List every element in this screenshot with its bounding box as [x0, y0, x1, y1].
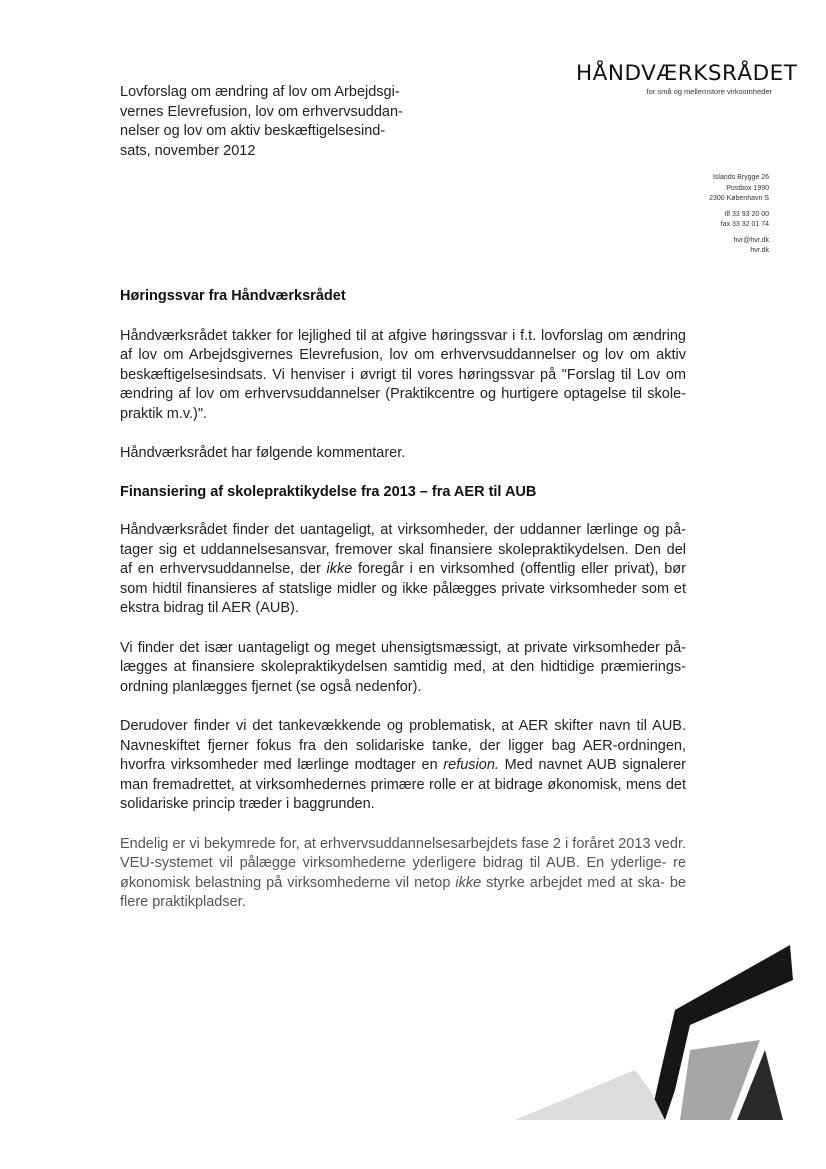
text-line: Håndværksrådet takker for lejlighed til at afgive høringssvar i f.t. lovforslag om ændring: [120, 327, 686, 344]
text-line: lægges at finansiere skolepraktikydelsen samtidig med, at den hidtidige præmierings-: [120, 659, 686, 675]
section-paragraph-4: [120, 835, 686, 913]
text-line: foregår i en virksomhed (offentlig eller privat), bør: [352, 561, 686, 577]
intro-paragraph-2: Håndværksrådet har følgende kommentarer.: [120, 445, 406, 461]
text-line: ændring af lov om erhvervsuddannelser (Praktikcentre og hurtigere optagelse til skole-: [120, 386, 686, 402]
address-fax: fax 33 32 01 74: [720, 221, 769, 228]
text-line: af lov om Arbejdsgivernes Elevrefusion, lov om erhvervsuddannelser og lov om aktiv: [120, 347, 686, 363]
section-paragraph-3: [120, 717, 686, 815]
subject-line: vernes Elevrefusion, lov om erhvervsuddan-: [120, 103, 403, 120]
address-email: hvr@hvr.dk: [733, 236, 769, 244]
address-web: hvr.dk: [750, 247, 769, 254]
text-line: re økonomisk belastning på virksomhederne vil netop: [120, 855, 686, 891]
address-phone: tlf 33 93 20 00: [724, 210, 769, 218]
text-line: styrke arbejdet med at ska-: [481, 874, 665, 891]
subject-line: sats, november 2012: [120, 142, 256, 159]
text-line: Håndværksrådet finder det uantageligt, at virksomheder, der uddanner lærlinge og på-: [120, 522, 686, 538]
text-line: Endelig er vi bekymrede for, at erhvervsuddannelsesarbejdets fase 2 i foråret 2013: [120, 835, 651, 852]
logo-tagline: for små og mellemstore virksomheder: [646, 87, 772, 96]
text-line: det solidariske princip træder i baggrunden.: [120, 776, 686, 812]
section-paragraph-2: [120, 639, 686, 698]
address-postbox: Postbox 1990: [726, 184, 769, 192]
text-line: ekstra bidrag til AER (AUB).: [120, 600, 299, 616]
subject-line: Lovforslag om ændring af lov om Arbejdsgi-: [120, 84, 400, 100]
text-line: vedr. VEU-systemet vil pålægge virksomhederne yderligere bidrag til AUB. En yderlige-: [120, 835, 686, 871]
letter-subject: [120, 83, 420, 161]
text-line: Vi finder det især uantageligt og meget uhensigtsmæssigt, at private virksomheder på-: [120, 639, 686, 656]
subject-line: nelser og lov om aktiv beskæftigelsesind-: [120, 123, 386, 139]
text-line: hvorfra virksomheder med lærlinge modtager en: [120, 757, 444, 773]
address-city: 2300 København S: [709, 195, 769, 202]
text-line: tager sig et uddannelsesansvar, fremover skal finansiere skolepraktikydelsen. Den del: [120, 541, 686, 558]
logo-name: HÅNDVÆRKSRÅDET: [576, 61, 798, 86]
text-line: be flere praktikpladser.: [120, 874, 686, 910]
emphasis: ikke: [326, 561, 353, 577]
section-paragraph-1: [120, 521, 686, 619]
text-line: Navneskiftet fjerner fokus fra den solidariske tanke, der ligger bag AER-ordningen,: [120, 737, 686, 754]
text-line: som hidtil finansieres af statslige midler og ikke pålægges private virksomheder som et: [120, 580, 686, 597]
emphasis: ikke: [455, 874, 482, 891]
address-street: Islands Brygge 26: [712, 174, 769, 181]
text-line: ordning planlægges fjernet (se også nedenfor).: [120, 678, 422, 695]
graphic-light-shape: [515, 1070, 665, 1120]
text-line: man fremadrettet, at virksomhedernes primære rolle er at bidrage økonomisk, mens: [120, 776, 662, 793]
text-line: beskæftigelsesindsats. Vi henviser i øvrigt til vores høringssvar på "Forslag til Lov om: [120, 366, 686, 383]
page-title: Høringssvar fra Håndværksrådet: [120, 288, 346, 304]
organization-logo: [576, 61, 798, 96]
intro-paragraph: [120, 327, 686, 425]
decorative-corner-graphic: [515, 940, 795, 1120]
text-line: praktik m.v.)".: [120, 405, 208, 422]
sender-address: [709, 173, 769, 257]
text-line: Derudover finder vi det tankevækkende og problematisk, at AER skifter navn til AUB.: [120, 718, 686, 734]
letter-body: [120, 287, 686, 913]
text-line: Med navnet AUB signalerer: [498, 757, 686, 773]
section-heading: Finansiering af skolepraktikydelse fra 2013 – fra AER til AUB: [120, 483, 537, 500]
emphasis: refusion.: [443, 757, 499, 773]
text-line: af en erhvervsuddannelse, der: [120, 561, 327, 577]
